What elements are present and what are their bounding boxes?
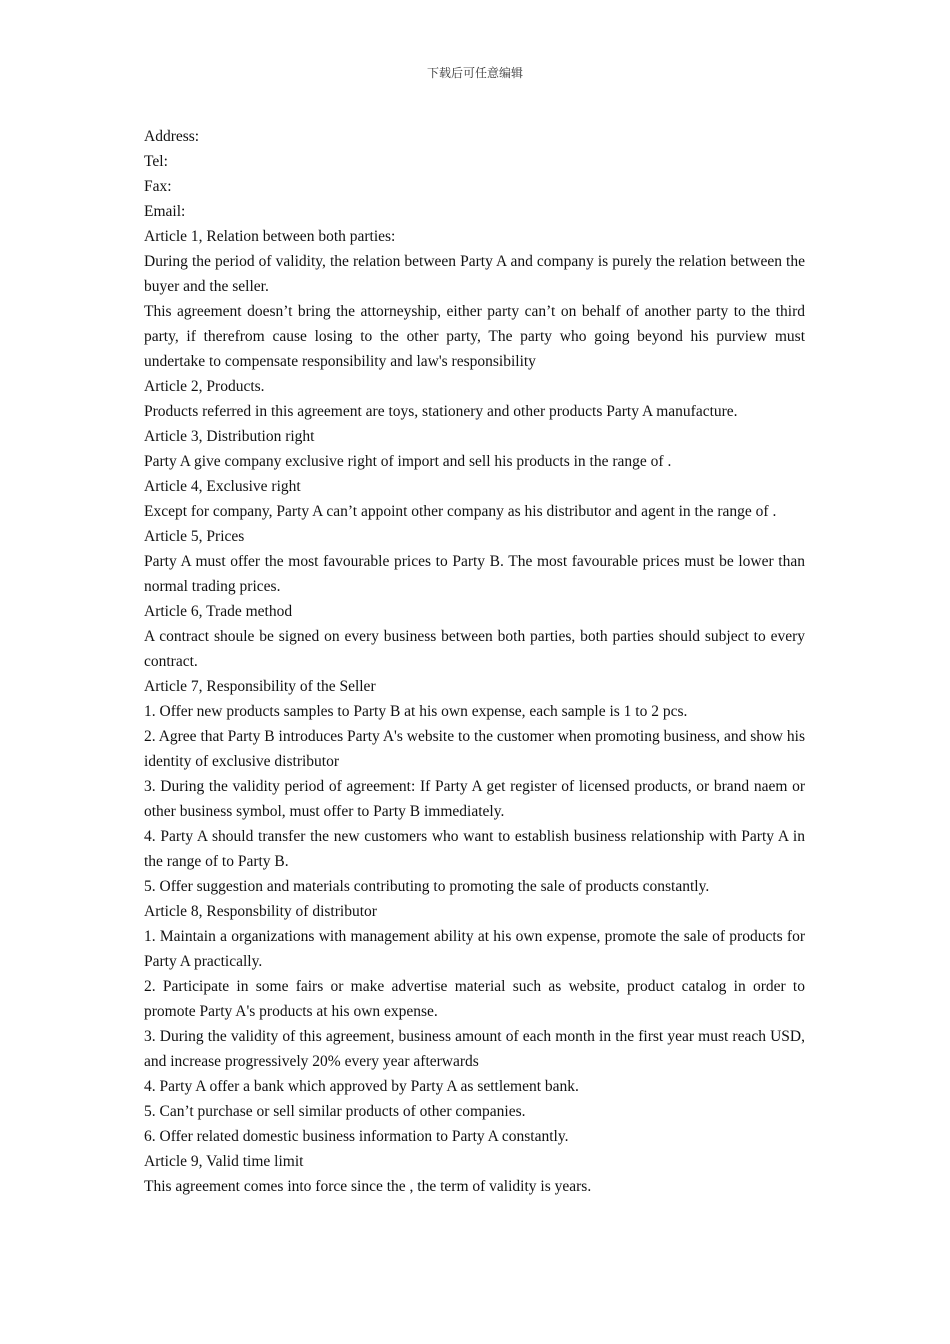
article-5-paragraph-1: Party A must offer the most favourable prices to Party B. The most favourable prices must be lower than normal trading prices. (144, 553, 805, 595)
address-field-label: Address: (144, 128, 200, 145)
article-5-heading: Article 5, Prices (144, 528, 245, 545)
article-8-heading: Article 8, Responsbility of distributor (144, 903, 377, 920)
article-7-item-1: 1. Offer new products samples to Party B at his own expense, each sample is 1 to 2 pcs. (144, 703, 688, 720)
article-4-paragraph-1: Except for company, Party A can’t appoint other company as his distributor and agent in the range of . (144, 503, 777, 520)
article-1-heading: Article 1, Relation between both parties: (144, 228, 396, 245)
article-8-item-1: 1. Maintain a organizations with management ability at his own expense, promote the sale of products for Party A practically. (144, 928, 805, 970)
article-8-item-6: 6. Offer related domestic business information to Party A constantly. (144, 1128, 569, 1145)
article-3-heading: Article 3, Distribution right (144, 428, 315, 445)
email-field-label: Email: (144, 203, 186, 220)
article-7-item-3: 3. During the validity period of agreement: If Party A get register of licensed products, or brand naem or other business symbol, must offer to Party B immediately. (144, 778, 805, 820)
page-header-note: 下载后可任意编辑 (426, 66, 523, 80)
article-8-item-4: 4. Party A offer a bank which approved by Party A as settlement bank. (144, 1078, 579, 1095)
article-6-paragraph-1: A contract shoule be signed on every business between both parties, both parties should subject to every contract. (144, 628, 805, 670)
article-4-heading: Article 4, Exclusive right (144, 478, 301, 495)
article-3-paragraph-1: Party A give company exclusive right of import and sell his products in the range of . (144, 453, 672, 470)
article-7-item-2: 2. Agree that Party B introduces Party A's website to the customer when promoting business, and show his identity of exclusive distributor (144, 728, 805, 770)
article-6-heading: Article 6, Trade method (144, 603, 293, 620)
article-9-heading: Article 9, Valid time limit (144, 1153, 304, 1170)
article-1-paragraph-1: During the period of validity, the relation between Party A and company is purely the relation between the buyer and the seller. (144, 253, 805, 295)
article-9-paragraph-1: This agreement comes into force since the , the term of validity is years. (144, 1178, 592, 1195)
article-7-item-4: 4. Party A should transfer the new customers who want to establish business relationship with Party A in the range of to Party B. (144, 828, 805, 870)
article-7-heading: Article 7, Responsibility of the Seller (144, 678, 376, 695)
article-1-paragraph-2: This agreement doesn’t bring the attorneyship, either party can’t on behalf of another party to the third party, if therefrom cause losing to the other party, The party who going beyond his purview must undertake to compensate responsibility and law's responsibility (144, 303, 805, 370)
article-8-item-5: 5. Can’t purchase or sell similar products of other companies. (144, 1103, 526, 1120)
agreement-body (144, 124, 805, 1199)
article-2-heading: Article 2, Products. (144, 378, 265, 395)
article-7-item-5: 5. Offer suggestion and materials contributing to promoting the sale of products constantly. (144, 878, 710, 895)
article-2-paragraph-1: Products referred in this agreement are toys, stationery and other products Party A manufacture. (144, 403, 738, 420)
fax-field-label: Fax: (144, 178, 172, 195)
article-8-item-2: 2. Participate in some fairs or make advertise material such as website, product catalog in order to promote Party A's products at his own expense. (144, 978, 805, 1020)
tel-field-label: Tel: (144, 153, 168, 170)
article-8-item-3: 3. During the validity of this agreement, business amount of each month in the first year must reach USD, and increase progressively 20% every year afterwards (144, 1028, 805, 1070)
